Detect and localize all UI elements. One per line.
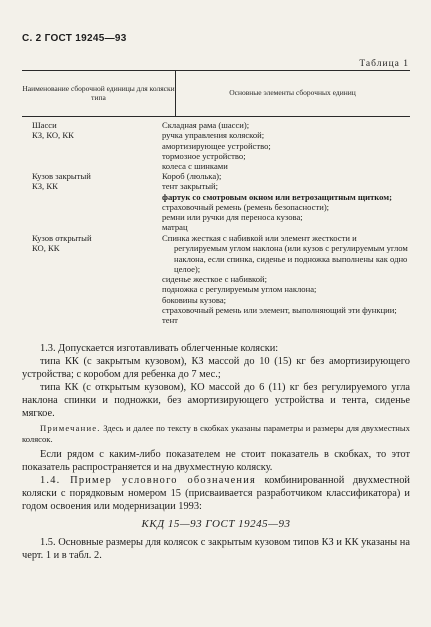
element-item: Спинка жесткая с набивкой или элемент жесткости и регулируемым углом наклона (или кузов с регулируемым углом наклона, если спинка, сиденье и подножка выполнены как одно целое); <box>162 233 408 274</box>
element-item: фартук со смотровым окном или ветрозащитным щитком; <box>162 191 392 202</box>
page-header: С. 2 ГОСТ 19245—93 <box>22 33 127 44</box>
paragraph-1-3-b: типа КК (с открытым кузовом), КО массой до 6 (11) кг без регулируемого угла наклона спинки и подножки, без амортизирующего устройства и тента, сиденье мягкое. <box>22 382 410 419</box>
element-item: ремни или ручки для переноса кузова; <box>162 212 303 223</box>
note <box>22 423 410 445</box>
element-item: матрац <box>162 222 188 233</box>
element-item: страховочный ремень или элемент, выполняющий эти функции; <box>162 305 397 316</box>
table-top-rule <box>22 70 410 71</box>
element-item: Короб (люлька); <box>162 171 222 181</box>
elements-table <box>22 70 410 337</box>
unit-types: КО, КК <box>32 243 60 254</box>
element-item: боковины кузова; <box>162 294 227 305</box>
table-row-3-name <box>32 233 172 254</box>
element-item: сиденье жесткое с набивкой; <box>162 274 268 285</box>
body-text <box>22 342 410 562</box>
paragraph-scope: Если рядом с каким-либо показателем не стоит показатель в скобках, то этот показатель распространяется и на двухместную коляску. <box>22 449 410 473</box>
table-row-1-elements <box>162 120 410 171</box>
element-item: тент <box>162 315 178 326</box>
table-row-1-name <box>32 120 172 141</box>
unit-types: КЗ, КО, КК <box>32 130 74 141</box>
table-header-rule <box>22 116 410 117</box>
element-item: тормозное устройство; <box>162 150 246 161</box>
unit-types: КЗ, КК <box>32 181 58 192</box>
table-label: Таблица 1 <box>359 59 409 69</box>
element-item: Складная рама (шасси); <box>162 120 250 130</box>
table-row-2-elements <box>162 171 410 233</box>
unit-name: Шасси <box>32 120 57 130</box>
table-row-3-elements <box>162 233 410 326</box>
paragraph-1-4 <box>22 474 410 513</box>
paragraph-1-4-rest: комбинированной двухместной коляски с порядковым номером 15 (присваивается разработчиком классификатора) и годом освоения или модернизации 1993: <box>22 475 410 512</box>
unit-name: Кузов закрытый <box>32 171 91 181</box>
element-item: тент закрытый; <box>162 181 219 192</box>
unit-name: Кузов открытый <box>32 233 92 243</box>
element-item: ручка управления коляской; <box>162 130 265 141</box>
element-item: колеса с шинками <box>162 161 228 172</box>
element-item: страховочный ремень (ремень безопасности); <box>162 201 330 212</box>
note-label: Примечание. <box>40 423 101 433</box>
element-item: амортизирующее устройство; <box>162 140 271 151</box>
element-item: подножка с регулируемым углом наклона; <box>162 284 317 295</box>
designation-example: ККД 15—93 ГОСТ 19245—93 <box>141 518 291 530</box>
column-header-elements: Основные элементы сборочных единиц <box>229 88 356 97</box>
paragraph-1-3-a: типа КК (с закрытым кузовом), КЗ массой до 10 (15) кг без амортизирующего устройства; с коробом для ребенка до 7 мес.; <box>22 356 410 380</box>
column-header-unit: Наименование сборочной единицы для коляски типа <box>22 84 175 102</box>
paragraph-1-4-head: 1.4. Пример условного обозначения <box>40 475 256 486</box>
paragraph-1-5: 1.5. Основные размеры для колясок с закрытым кузовом типов КЗ и КК указаны на черт. 1 и в табл. 2. <box>22 537 410 561</box>
note-text: Здесь и далее по тексту в скобках указаны параметры и размеры для двухместных колясок. <box>22 423 410 444</box>
paragraph-1-3: 1.3. Допускается изготавливать облегченные коляски: <box>40 343 279 354</box>
table-row-2-name <box>32 171 172 192</box>
